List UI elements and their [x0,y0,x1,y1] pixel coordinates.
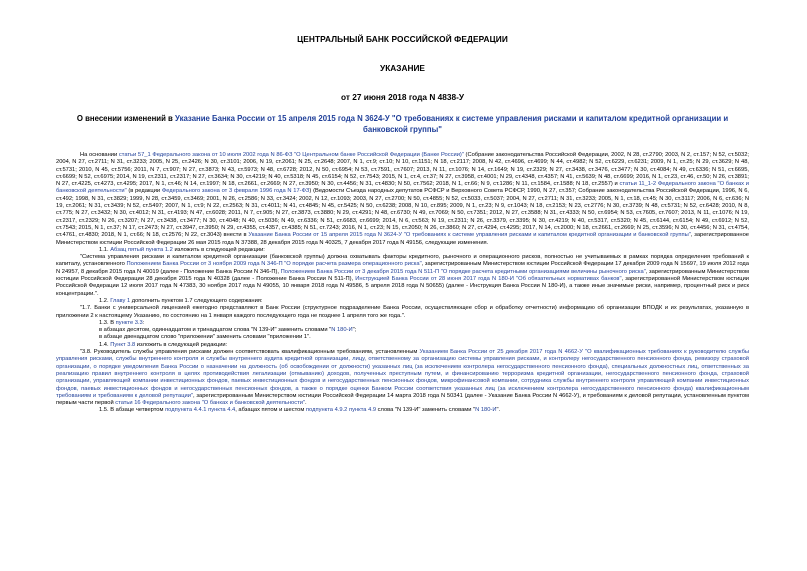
preamble-text-2: (Собрание законодательства Российской Федерации, 2002, N 28, ст.2790; 2003, N 2, ст.157; N 52, ст.5032; 2004, N 27, ст.2711; N 31, ст.3233; 2005, N 25, ст.2426; N 30, ст.3101; 2006, N 19, ст.2061; N 25, ст.2648; 2007, N 1, ст.9; ст.10; N 10, ст.1151; N 18, ст.2117; 2008, N 42, ст.4696, ст.4699; N 44, ст.4982; N 52, ст.6229, ст.6231; 2009, N 1, ст.25; N 29, ст.3629; N 48, ст.5731; 2010, N 45, ст.5756; 2011, N 7, ст.907; N 27, ст.3873; N 43, ст.5973; N 48, ст.6728; 2012, N 50, ст.6954; N 53, ст.7591, ст.7607; 2013, N 11, ст.1076; N 14, ст.1649; N 19, ст.2329; N 27, ст.3438, ст.3476, ст.3477; N 30, ст.4084; N 49, ст.6336; N 51, ст.6695, ст.6699; N 52, ст.6975; 2014, N 19, ст.2311, ст.2317; N 27, ст.3634; N 30, ст.4219; N 40, ст.5318; N 45, ст.6154; N 52, ст.7543; 2015, N 1, ст.4, ст.37; N 27, ст.3958, ст.4001; N 29, ст.4348, ст.4357; N 41, ст.5639; N 48, ст.6699; 2016, N 1, ст.23, ст.46, ст.50; N 26, ст.3891; N 27, ст.4225, ст.4273, ст.4295; 2017, N 1, ст.46; N 14, ст.1997; N 18, ст.2661, ст.2669; N 27, ст.3950; N 30, ст.4456; N 31, ст.4830; N 50, ст.7562; 2018, N 1, ст.66; N 9, ст.1286; N 11, ст.1584, ст.1588; N 18, ст.2557) и [56,152,749,188]
item-1-2-quote: "1.7. Банки с универсальной лицензией ежегодно представляют в Банк России (структурное подразделение Банка России, осуществляющее сбор и обработку отчетности) информацию об организации ВПОДК и их результатах, указанную в приложении 2 к настоящему Указанию, по состоянию на 1 января каждого последующего года не позднее 1 апреля того же года.". [56,305,749,319]
paragraph-3-3-link[interactable]: пункте 3.3 [115,319,143,326]
document-title [66,114,739,135]
quote-1-1-text-1: "Система управления рисками и капиталом кредитной организации (банковской группы) должна охватывать факторы кредитного, рыночного и операционного рисков, полностью не учитываемых в рамках порядка определения требований к капиталу, установленного [56,254,749,268]
item-1-1-text-2: изложить в следующей редакции: [172,246,265,253]
instruction-180i-ref2-link[interactable]: N 180-И [475,407,497,414]
item-1-3-text-1: 1.3. В [99,319,116,326]
item-1-1-quote [56,254,749,298]
chapter-1-link[interactable]: Главу 1 [110,297,131,304]
quote-1-1-text-3: , зарегистрированным Министерством юстиции Российской Федерации 28 декабря 2015 года N 40328 (далее - Положение Банка России N 511-П), [56,268,749,283]
quote-1-4-text-2: , зарегистрированным Министерством юстиции Российской Федерации 14 марта 2018 года N 50341 (далее - Указание Банка России N 4662-У), и требованиям к деловой репутации, установленным пунктом первым части первой [56,392,750,407]
banking-law-article-16-link[interactable]: статьи 16 Федерального закона "О банках и банковской деятельности" [115,400,305,407]
quote-1-1-text-4: , зарегистрированной Министерством юстиции Российской Федерации 12 июля 2017 года N 47383, 30 ноября 2017 года N 49055, 10 января 2018 года N 49586, 5 апреля 2018 года N 50655) (далее - Инструкция Банка России N 180-И), а также иные значимые риски, например, процентный риск и риск концентрации.". [56,276,749,297]
date-number-heading: от 27 июня 2018 года N 4838-У [340,92,465,102]
item-1-1-text-1: 1.1. [99,246,111,253]
document-body [56,152,749,415]
item-1-5 [56,407,749,414]
federal-law-17fz-link[interactable]: Федерального закона от 3 февраля 1996 года N 17-ФЗ [161,188,310,195]
item-1-3 [56,320,749,327]
item-1-3-a-text-1: в абзацах десятом, одиннадцатом и тринадцатом слова "N 139-И" заменить словами " [99,327,332,334]
item-1-4-text-2: изложить в следующей редакции: [135,341,228,348]
item-1-5-text-2: , абзацах пятом и шестом [235,407,306,414]
directive-4662u-link[interactable]: Указанием Банка России от 25 декабря 2017 года N 4662-У "О квалификационных требованиях к руководителю службы управления рисками, службы внутреннего контроля и службы внутреннего аудита кредитной организации, лицу, ответственному за организацию системы управления рисками, и контролеру негосударственного пенсионного фонда, ревизору страховой организации, о порядке уведомления Банка России о назначении на должность (об освобождении от должности) указанных лиц (за исключением контролера негосударственного пенсионного фонда), специальных должностных лиц, ответственных за реализацию правил внутреннего контроля в целях противодействия легализации (отмыванию) доходов, полученных преступным путем, и финансированию терроризма кредитной организации, негосударственного пенсионного фонда, страховой организации, управляющей компании инвестиционных фондов, паевых инвестиционных фондов и негосударственных пенсионных фондов, микрофинансовой компании, сотрудника службы внутреннего контроля управляющей компании инвестиционных фондов, паевых инвестиционных фондов и негосударственных пенсионных фондов, а также о порядке оценки Банком России соответствия указанных лиц (за исключением контролера негосударственного пенсионного фонда) квалификационным требованиям и требованиям к деловой репутации" [56,349,749,399]
paragraph-1-2-link[interactable]: Абзац пятый пункта 1.2 [110,246,173,253]
preamble-text-3: (в редакции [126,188,162,195]
preamble-text-4: ) (Ведомости Съезда народных депутатов РСФСР и Верховного Совета РСФСР, 1990, N 27, ст.357; Собрание законодательства Российской Федерации, 1996, N 6, ст.492; 1998, N 31, ст.3829; 1999, N 28, ст.3459, ст.3469; 2001, N 26, ст.2586; N 33, ст.3424; 2002, N 12, ст.1093; 2003, N 27, ст.2700; N 50, ст.4855; N 52, ст.5033, ст.5037; 2004, N 27, ст.2711; N 31, ст.3233; 2005, N 1, ст.18, ст.45; N 30, ст.3117; 2006, N 6, ст.636; N 19, ст.2061; N 31, ст.3439; N 52, ст.5497; 2007, N 1, ст.9; N 22, ст.2563; N 31, ст.4011; N 41, ст.4845; N 45, ст.5425; N 50, ст.6238; 2008, N 10, ст.895; 2009, N 1, ст.23; N 9, ст.1043; N 18, ст.2153; N 23, ст.2776; N 30, ст.3739; N 48, ст.5731; N 52, ст.6428; 2010, N 8, ст.775; N 27, ст.3432; N 30, ст.4012; N 31, ст.4193; N 47, ст.6028; 2011, N 7, ст.905; N 27, ст.3873, ст.3880; N 29, ст.4291; N 48, ст.6730; N 49, ст.7069; N 50, ст.7351; 2012, N 27, ст.3588; N 31, ст.4333; N 50, ст.6954; N 53, ст.7605, ст.7607; 2013, N 11, ст.1076; N 19, ст.2317, ст.2329; N 26, ст.3207; N 27, ст.3438, ст.3477; N 30, ст.4048; N 40, ст.5036; N 49, ст.6336; N 51, ст.6683, ст.6699; 2014, N 6, ст.563; N 19, ст.2311; N 26, ст.3379, ст.3395; N 30, ст.4219; N 40, ст.5317, ст.5320; N 45, ст.6144, ст.6154; N 49, ст.6912; N 52, ст.7543; 2015, N 1, ст.37; N 17, ст.2473; N 27, ст.3947, ст.3950; N 29, ст.4355, ст.4357, ст.4385; N 51, ст.7243; 2016, N 1, ст.23; N 15, ст.2050; N 26, ст.3860; N 27, ст.4294, ст.4295; 2017, N 14, ст.2000; N 18, ст.2661, ст.2669; N 25, ст.3596; N 30, ст.4456; N 31, ст.4754, ст.4761, ст.4830; 2018, N 1, ст.66; N 18, ст.2576; N 22, ст.3043) внести в [56,188,749,239]
item-1-4-text-1: 1.4. [99,341,111,348]
issuer-heading: ЦЕНТРАЛЬНЫЙ БАНК РОССИЙСКОЙ ФЕДЕРАЦИИ [297,34,508,44]
preamble-text-5: , зарегистрированное Министерством юстиции Российской Федерации 26 мая 2015 года N 37388, 28 декабря 2015 года N 40325, 7 декабря 2017 года N 49156, следующие изменения. [56,232,749,246]
regulation-511p-link[interactable]: Положением Банка России от 3 декабря 2015 года N 511-П "О порядке расчета кредитными организациями величины рыночного риска" [280,268,646,275]
subparagraph-4-4-1-link[interactable]: подпункта 4.4.1 пункта 4.4 [165,407,236,414]
item-1-5-text-4: ". [496,407,501,414]
quote-1-4-text-1: "3.8. Руководитель службы управления рисками должен соответствовать квалификационным требованиям, установленным [80,349,420,356]
preamble-text-1: На основании [80,152,119,158]
subparagraph-4-9-2-link[interactable]: подпункта 4.9.2 пункта 4.9 [305,407,377,414]
document-type-heading: УКАЗАНИЕ [380,63,425,73]
title-amended-act-link[interactable]: Указание Банка России от 15 апреля 2015 года N 3624-У "О требованиях к системе управления рисками и капиталом кредитной организации и банковской группы" [175,114,729,134]
central-bank-law-link[interactable]: статьи 57_1 Федерального закона от 10 июля 2002 года N 86-ФЗ "О Центральном банке Российской Федерации (Банке России)" [118,152,464,158]
item-1-3-b: в абзаце двенадцатом слово "приложении" заменить словами "приложении 1". [99,334,311,341]
item-1-3-a [56,327,749,334]
regulation-346p-link[interactable]: Положением Банка России от 3 ноября 2009 года N 346-П "О порядке расчета размера операционного риска" [126,261,422,268]
paragraph-3-8-link[interactable]: Пункт 3.8 [110,341,136,348]
title-prefix: О внесении изменений в [76,114,176,123]
item-1-3-text-2: : [142,319,145,326]
item-1-4 [56,342,749,349]
instruction-180i-ref-link[interactable]: N 180-И [331,327,353,334]
amended-act-link[interactable]: Указание Банка России от 15 апреля 2015 года N 3624-У "О требованиях к системе управления рисками и капиталом кредитной организации и банковской группы" [248,232,691,239]
banking-law-article-link[interactable]: статьи 11_1-2 Федерального закона "О банках и банковской деятельности" [56,181,749,195]
item-1-2-text-1: 1.2. [99,297,111,304]
item-1-4-quote [56,349,749,407]
quote-1-4-text-3: . [304,400,307,407]
item-1-5-text-3: слова "N 139-И" заменить словами " [376,407,476,414]
item-1-5-text-1: 1.5. В абзаце четвертом [99,407,166,414]
preamble-paragraph [56,152,749,247]
item-1-2-text-2: дополнить пунктом 1.7 следующего содержания: [130,297,263,304]
quote-1-1-text-2: , зарегистрированным Министерством юстиции Российской Федерации 17 декабря 2009 года N 15697, 19 июля 2012 года N 24957, 8 декабря 2015 года N 40019 (далее - Положение Банка России N 346-П), [56,261,749,275]
item-1-3-a-text-2: "; [352,327,357,334]
instruction-180i-link[interactable]: Инструкцией Банка России от 28 июня 2017 года N 180-И "Об обязательных нормативах банков" [355,276,622,283]
